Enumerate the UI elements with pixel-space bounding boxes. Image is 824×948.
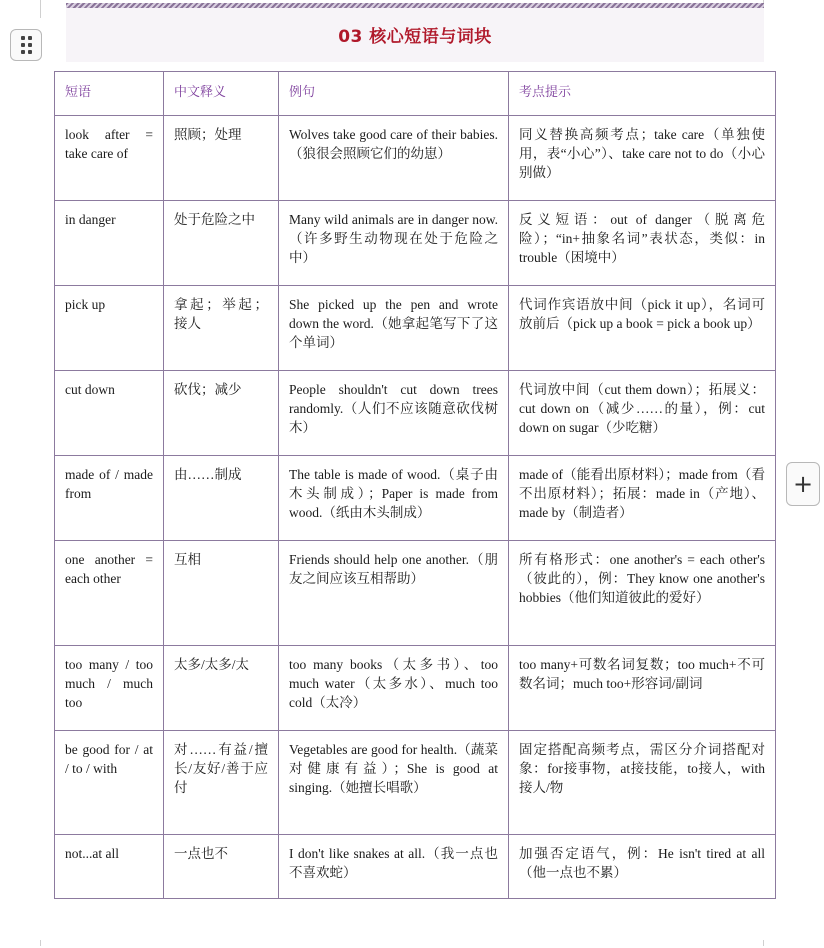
tip-cell: 加强否定语气，例：He isn't tired at all（他一点也不累）: [509, 835, 776, 899]
meaning-cell: 太多/太多/太: [164, 646, 279, 731]
header-example: 例句: [279, 72, 509, 116]
table-header-row: [55, 72, 776, 116]
drag-handle-icon[interactable]: [10, 29, 42, 61]
example-cell: Friends should help one another.（朋友之间应该互相帮助）: [279, 541, 509, 646]
example-cell: Wolves take good care of their babies.（狼很会照顾它们的幼崽）: [279, 116, 509, 201]
tip-cell: 所有格形式：one another's = each other's（彼此的），例：They know one another's hobbies（他们知道彼此的爱好）: [509, 541, 776, 646]
meaning-cell: 互相: [164, 541, 279, 646]
phrase-cell: not...at all: [55, 835, 164, 899]
tip-cell: made of（能看出原材料）；made from（看不出原材料）；拓展：made in（产地）、made by（制造者）: [509, 456, 776, 541]
table-row: [55, 731, 776, 835]
phrase-cell: be good for / at / to / with: [55, 731, 164, 835]
table-row: [55, 835, 776, 899]
meaning-cell: 对……有益/擅长/友好/善于应付: [164, 731, 279, 835]
phrase-cell: look after = take care of: [55, 116, 164, 201]
meaning-cell: 照顾；处理: [164, 116, 279, 201]
table-row: [55, 201, 776, 286]
section-title: 03 核心短语与词块: [338, 27, 492, 47]
header-meaning: 中文释义: [164, 72, 279, 116]
tip-cell: 固定搭配高频考点，需区分介词搭配对象：for接事物，at接技能，to接人，with接人/物: [509, 731, 776, 835]
meaning-cell: 拿起；举起；接人: [164, 286, 279, 371]
tip-cell: 代词放中间（cut them down）；拓展义：cut down on（减少……的量），例：cut down on sugar（少吃糖）: [509, 371, 776, 456]
table-row: [55, 371, 776, 456]
page-edge: [40, 0, 41, 18]
table-row: [55, 286, 776, 371]
header-phrase: 短语: [55, 72, 164, 116]
phrase-cell: one another = each other: [55, 541, 164, 646]
meaning-cell: 由……制成: [164, 456, 279, 541]
page-edge: [40, 940, 764, 946]
meaning-cell: 处于危险之中: [164, 201, 279, 286]
example-cell: She picked up the pen and wrote down the word.（她拿起笔写下了这个单词）: [279, 286, 509, 371]
plus-icon: +: [792, 470, 814, 498]
phrase-cell: made of / made from: [55, 456, 164, 541]
table-row: [55, 456, 776, 541]
table-row: [55, 116, 776, 201]
table-row: [55, 541, 776, 646]
example-cell: Vegetables are good for health.（蔬菜对健康有益）；She is good at singing.（她擅长唱歌）: [279, 731, 509, 835]
meaning-cell: 砍伐；减少: [164, 371, 279, 456]
example-cell: too many books（太多书）、too much water（太多水）、much too cold（太冷）: [279, 646, 509, 731]
example-cell: The table is made of wood.（桌子由木头制成）；Paper is made from wood.（纸由木头制成）: [279, 456, 509, 541]
tip-cell: 同义替换高频考点；take care（单独使用，表“小心”）、take care not to do（小心别做）: [509, 116, 776, 201]
tip-cell: too many+可数名词复数；too much+不可数名词；much too+形容词/副词: [509, 646, 776, 731]
tip-cell: 反义短语：out of danger（脱离危险）；“in+抽象名词”表状态，类似：in trouble（困境中）: [509, 201, 776, 286]
tip-cell: 代词作宾语放中间（pick it up），名词可放前后（pick up a book = pick a book up）: [509, 286, 776, 371]
header-tip: 考点提示: [509, 72, 776, 116]
phrase-cell: pick up: [55, 286, 164, 371]
table-row: [55, 646, 776, 731]
phrase-cell: cut down: [55, 371, 164, 456]
example-cell: Many wild animals are in danger now.（许多野生动物现在处于危险之中）: [279, 201, 509, 286]
title-stripe: [66, 3, 764, 8]
add-row-button[interactable]: [786, 462, 820, 506]
phrase-cell: in danger: [55, 201, 164, 286]
meaning-cell: 一点也不: [164, 835, 279, 899]
example-cell: I don't like snakes at all.（我一点也不喜欢蛇）: [279, 835, 509, 899]
example-cell: People shouldn't cut down trees randomly.（人们不应该随意砍伐树木）: [279, 371, 509, 456]
phrase-cell: too many / too much / much too: [55, 646, 164, 731]
phrase-table: [54, 71, 776, 899]
